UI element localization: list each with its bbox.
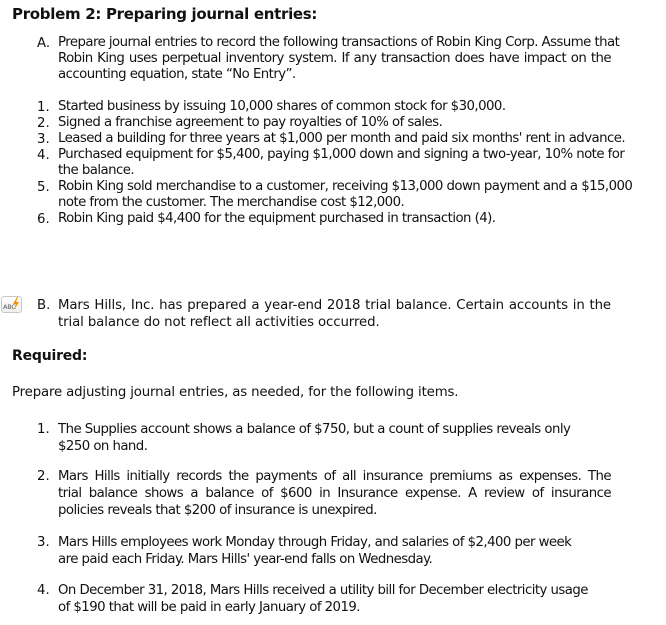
part-b-intro — [58, 297, 611, 331]
abc-spellcheck-lightning-icon[interactable]: ABC — [1, 296, 22, 313]
part-b-letter: B. — [37, 298, 51, 313]
list-item-text: $250 on hand. — [58, 439, 148, 454]
list-item-number: 5. — [37, 180, 50, 195]
list-item-text: are paid each Friday. Mars Hills' year-end falls on Wednesday. — [58, 552, 433, 567]
list-item-text: Mars Hills initially records the payments of all insurance premiums as expenses. The — [58, 469, 611, 484]
list-item-text: Robin King paid $4,400 for the equipment purchased in transaction (4). — [58, 211, 496, 226]
list-item-text: the balance. — [58, 163, 135, 178]
lightning-bolt-icon — [12, 297, 20, 310]
list-item-text: policies reveals that $200 of insurance is unexpired. — [58, 503, 377, 518]
list-item-text: The Supplies account shows a balance of $750, but a count of supplies reveals only — [58, 422, 571, 437]
list-item-text: Leased a building for three years at $1,000 per month and paid six months' rent in advance. — [58, 131, 626, 146]
part-b-intro-line: trial balance do not reflect all activities occurred. — [58, 315, 380, 330]
part-b-intro-line: Mars Hills, Inc. has prepared a year-end 2018 trial balance. Certain accounts in the — [58, 298, 611, 313]
list-item-number: 4. — [37, 148, 50, 163]
list-item-text: On December 31, 2018, Mars Hills received a utility bill for December electricity usage — [58, 583, 588, 598]
list-item-text: Mars Hills employees work Monday through Friday, and salaries of $2,400 per week — [58, 535, 572, 550]
list-item-number: 2. — [37, 116, 50, 131]
problem-title: Problem 2: Preparing journal entries: — [12, 5, 318, 23]
part-a-intro-line: Prepare journal entries to record the following transactions of Robin King Corp. Assume that — [58, 35, 620, 50]
list-item — [58, 582, 588, 616]
list-item — [58, 115, 442, 131]
list-item-text: Started business by issuing 10,000 shares of common stock for $30,000. — [58, 99, 506, 114]
list-item-number: 6. — [37, 212, 50, 227]
list-item-text: Purchased equipment for $5,400, paying $1,000 down and signing a two-year, 10% note for — [58, 147, 625, 162]
list-item-number: 2. — [37, 469, 50, 484]
list-item — [58, 421, 570, 455]
list-item — [58, 534, 571, 568]
list-item-text: Signed a franchise agreement to pay royalties of 10% of sales. — [58, 115, 443, 130]
list-item-number: 4. — [37, 583, 50, 598]
list-item-text: note from the customer. The merchandise cost $12,000. — [58, 195, 405, 210]
part-a-letter: A. — [37, 36, 51, 51]
part-a-intro-line: Robin King uses perpetual inventory system. If any transaction does have impact on the — [58, 51, 611, 66]
list-item-text: of $190 that will be paid in early January of 2019. — [58, 600, 360, 615]
list-item — [58, 468, 611, 519]
required-heading: Required: — [12, 348, 88, 364]
list-item — [58, 179, 632, 211]
list-item — [58, 147, 624, 179]
list-item — [58, 131, 625, 147]
list-item-number: 3. — [37, 132, 50, 147]
list-item-number: 1. — [37, 100, 50, 115]
list-item-number: 1. — [37, 422, 50, 437]
list-item-text: Robin King sold merchandise to a customer, receiving $13,000 down payment and a $15,000 — [58, 179, 633, 194]
part-a-intro-line: accounting equation, state “No Entry”. — [58, 67, 296, 82]
list-item-number: 3. — [37, 535, 50, 550]
part-a-intro — [58, 35, 620, 83]
list-item — [58, 99, 506, 115]
list-item — [58, 211, 495, 227]
list-item-text: trial balance shows a balance of $600 in Insurance expense. A review of insurance — [58, 486, 611, 501]
instruction-text: Prepare adjusting journal entries, as needed, for the following items. — [12, 385, 459, 400]
